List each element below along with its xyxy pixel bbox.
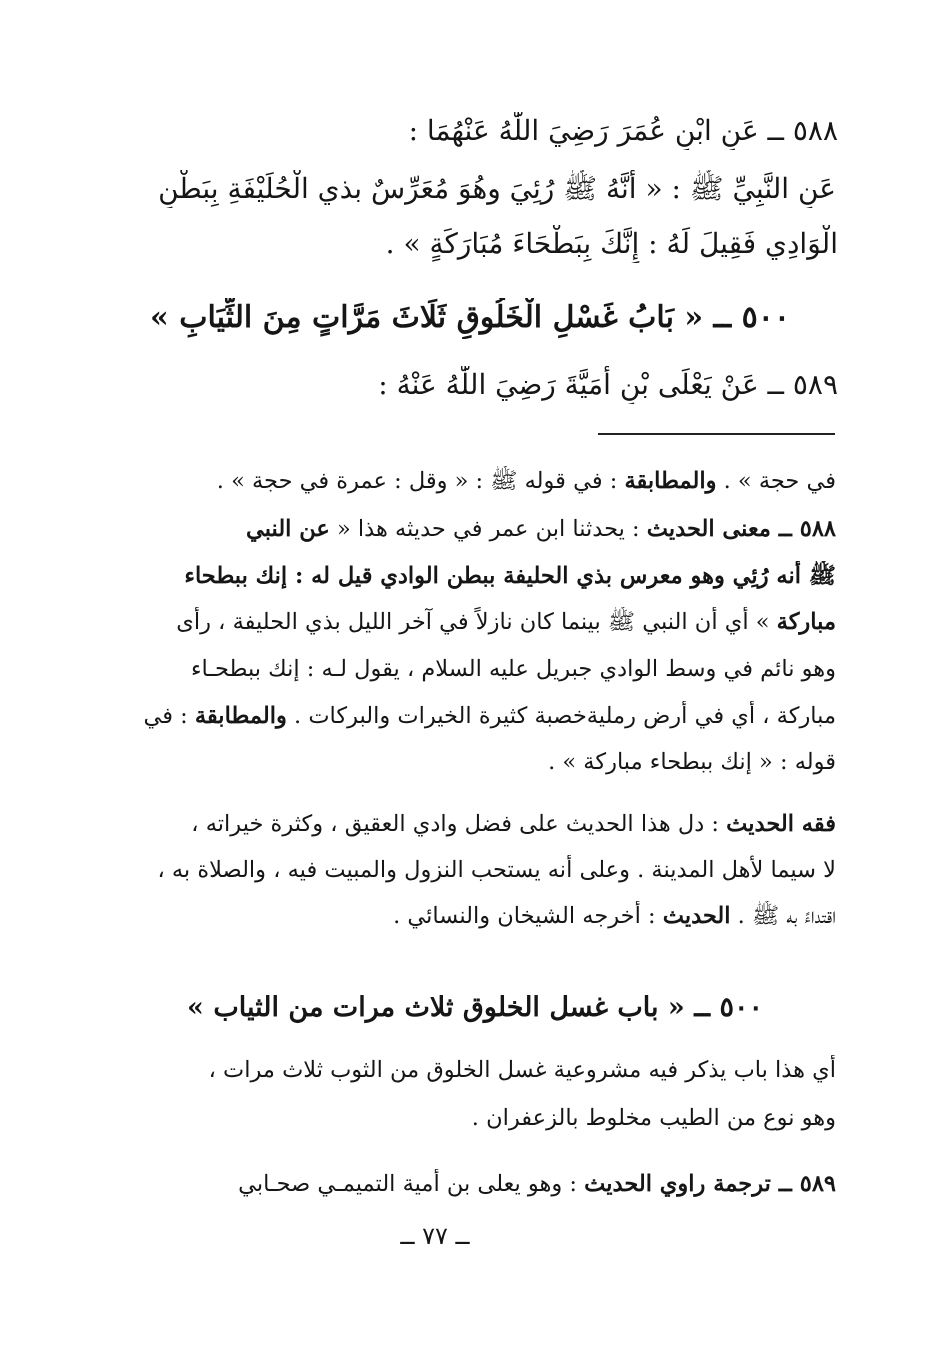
hadith-589-intro: ٥٨٩ ــ عَنْ يَعْلَى بْنِ أُمَيَّةَ رَضِيَ اللّٰهُ عَنْهُ : — [378, 368, 838, 401]
hadith-588-text-line: الْوَادِي فَقِيلَ لَهُ : إِنَّكَ بِبَطْحَاءَ مُبَارَكَةٍ » . — [385, 227, 838, 260]
page-number: ــ ٧٧ ــ — [400, 1222, 470, 1250]
commentary-line: أي هذا باب يذكر فيه مشروعية غسل الخلوق من الثوب ثلاث مرات ، — [208, 1057, 836, 1083]
commentary-line: اقتداءً به ﷺ . الحديث : أخرجه الشيخان والنسائي . — [393, 903, 836, 929]
commentary-line: ٥٨٩ ــ ترجمة راوي الحديث : وهو يعلى بن أمية التميمـي صحـابي — [238, 1171, 836, 1197]
commentary-line: وهو نوع من الطيب مخلوط بالزعفران . — [471, 1105, 836, 1131]
commentary-line: مباركة ، أي في أرض رمليةخصبة كثيرة الخيرات والبركات . والمطابقة : في — [143, 703, 836, 729]
commentary-line: فقه الحديث : دل هذا الحديث على فضل وادي العقيق ، وكثرة خيراته ، — [191, 811, 836, 837]
hadith-588-intro: ٥٨٨ ــ عَنِ ابْنِ عُمَرَ رَضِيَ اللّٰهُ عَنْهُمَا : — [408, 114, 838, 147]
section-divider — [598, 433, 835, 435]
commentary-line: في حجة » . والمطابقة : في قوله ﷺ : « وقل : عمرة في حجة » . — [216, 468, 836, 494]
commentary-line: ٥٨٨ ــ معنى الحديث : يحدثنا ابن عمر في حديثه هذا « عن النبي — [245, 516, 836, 542]
commentary-line: لا سيما لأهل المدينة . وعلى أنه يستحب النزول والمبيت فيه ، والصلاة به ، — [157, 857, 836, 883]
hadith-588-text-line: عَنِ النَّبِيِّ ﷺ : « أَنَّهُ ﷺ رُئِيَ وهُوَ مُعَرِّسٌ بذي الْحُلَيْفَةِ بِبَطْنِ — [158, 172, 836, 205]
commentary-line: مباركة » أي أن النبي ﷺ بينما كان نازلاً في آخر الليل بذي الحليفة ، رأى — [176, 609, 836, 635]
commentary-line: وهو نائم في وسط الوادي جبريل عليه السلام ، يقول لـه : إنك ببطحـاء — [190, 656, 836, 682]
commentary-line: ﷺ أنه رُئِي وهو معرس بذي الحليفة ببطن الوادي قيل له : إنك ببطحاء — [184, 563, 836, 589]
chapter-500-commentary-heading: ٥٠٠ ــ « باب غسل الخلوق ثلاث مرات من الثياب » — [187, 992, 763, 1023]
chapter-500-heading: ٥٠٠ ــ « بَابُ غَسْلِ الْخَلُوقِ ثَلَاثَ مَرَّاتٍ مِنَ الثِّيَابِ » — [150, 300, 790, 335]
commentary-line: قوله : « إنك ببطحاء مباركة » . — [548, 749, 836, 775]
